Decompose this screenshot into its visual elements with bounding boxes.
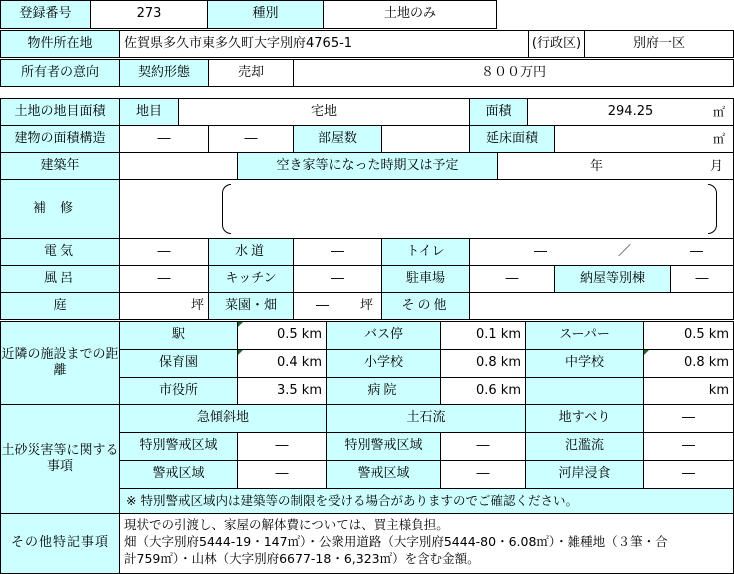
- open-bracket-icon: [222, 184, 231, 234]
- special-zone-value-1: ―: [237, 432, 327, 461]
- nearby-value-city-hall: 3.5 km: [237, 377, 327, 405]
- special-zone-label-1: 特別警戒区域: [119, 432, 238, 461]
- nearby-value-hospital: 0.6 km: [440, 377, 526, 405]
- price-value: ８００万円: [293, 59, 734, 87]
- land-area-label: 土地の地目面積: [0, 98, 120, 126]
- rooms-value: [381, 125, 470, 153]
- nearby-value-elementary: 0.8 km: [440, 349, 526, 378]
- type-label: 種別: [207, 0, 324, 29]
- warning-zone-value-1: ―: [237, 460, 327, 489]
- repair-value: [119, 179, 734, 239]
- special-zone-label-2: 特別警戒区域: [326, 432, 441, 461]
- land-area-size-cell: [527, 98, 734, 126]
- nearby-label-elementary: 小学校: [326, 349, 441, 378]
- comment-marker-icon: [644, 350, 649, 355]
- barn-value: ―: [670, 265, 734, 293]
- bath-value: ―: [119, 265, 209, 293]
- close-bracket-icon: [708, 184, 717, 234]
- repair-label: 補修: [0, 179, 120, 239]
- nearby-label-supermarket: スーパー: [525, 321, 644, 350]
- land-area-unit: ㎡: [712, 105, 725, 119]
- remarks-line-2: 畑（大字別府5444-19・147㎡）・公衆用道路（大字別府5444-80・6.08㎡）・雑種地（３筆・合: [124, 534, 668, 549]
- debris-flow-label: 土石流: [326, 404, 526, 433]
- comment-marker-icon: [238, 322, 243, 327]
- remarks-line-1: 現状での引渡し、家屋の解体費については、買主様負担。: [124, 517, 449, 532]
- parking-label: 駐車場: [381, 265, 470, 293]
- reg-no-value: 273: [90, 0, 208, 29]
- remarks-label: その他特記事項: [0, 513, 120, 574]
- building-struct-1: ―: [119, 125, 209, 153]
- kitchen-label: キッチン: [208, 265, 294, 293]
- nearby-label-hospital: 病院: [326, 377, 441, 405]
- field-value: ―: [316, 298, 329, 313]
- floor-area-cell: [554, 125, 734, 153]
- steep-slope-label: 急傾斜地: [119, 404, 327, 433]
- district-value: 別府一区: [584, 30, 734, 58]
- building-structure-label: 建物の面積構造: [0, 125, 120, 153]
- toilet-separator: ／: [618, 244, 632, 259]
- other-facility-label: その他: [381, 292, 470, 320]
- bath-label: 風呂: [0, 265, 120, 293]
- vacant-year-unit: 年: [590, 159, 604, 174]
- kitchen-value: ―: [293, 265, 382, 293]
- nearby-value-supermarket: 0.5 km: [643, 321, 734, 350]
- disaster-label-text: 土砂災害等に関する事項: [1, 442, 119, 474]
- barn-label: 納屋等別棟: [554, 265, 671, 293]
- flood-label: 氾濫流: [525, 432, 644, 461]
- contract-type-value: 売却: [208, 59, 294, 87]
- warning-zone-value-2: ―: [440, 460, 526, 489]
- vacant-date-value: [497, 152, 734, 180]
- field-unit: 坪: [359, 298, 373, 313]
- other-facility-value: [469, 292, 734, 320]
- comment-marker-icon: [238, 350, 243, 355]
- toilet-value-1: ―: [534, 244, 547, 259]
- rooms-label: 部屋数: [293, 125, 382, 153]
- building-struct-2: ―: [208, 125, 294, 153]
- nearby-value-nursery: 0.4 km: [237, 349, 327, 378]
- garden-unit: 坪: [190, 297, 204, 313]
- nearby-value-bus-stop: 0.1 km: [440, 321, 526, 350]
- nearby-value-extra: km: [643, 377, 734, 405]
- toilet-value-2: ―: [690, 244, 703, 259]
- land-category-label: 地目: [119, 98, 179, 126]
- district-label: (行政区): [528, 30, 585, 58]
- nearby-distance-label: [0, 321, 120, 405]
- remarks-text: [119, 513, 734, 574]
- erosion-label: 河岸浸食: [525, 460, 644, 489]
- water-label: 水道: [208, 238, 294, 266]
- nearby-label-nursery: 保育園: [119, 349, 238, 378]
- erosion-value: ―: [643, 460, 734, 489]
- toilet-label: トイレ: [381, 238, 470, 266]
- land-category-value: 宅地: [178, 98, 470, 126]
- special-zone-value-2: ―: [440, 432, 526, 461]
- vacant-month-unit: 月: [709, 159, 723, 174]
- floor-area-unit: ㎡: [712, 132, 725, 146]
- water-value: ―: [293, 238, 382, 266]
- type-value: 土地のみ: [323, 0, 497, 29]
- garden-label: 庭: [0, 292, 120, 320]
- built-year-value: [119, 152, 238, 180]
- disaster-label: [0, 404, 120, 514]
- nearby-label-city-hall: 市役所: [119, 377, 238, 405]
- warning-zone-label-2: 警戒区域: [326, 460, 441, 489]
- garden-value-cell: [119, 292, 209, 320]
- nearby-label-bus-stop: バス停: [326, 321, 441, 350]
- field-label: 菜園・畑: [208, 292, 294, 320]
- parking-value: ―: [469, 265, 555, 293]
- nearby-value-junior-high: 0.8 km: [643, 349, 734, 378]
- nearby-label-station: 駅: [119, 321, 238, 350]
- landslide-value: ―: [643, 404, 734, 433]
- flood-value: ―: [643, 432, 734, 461]
- built-year-label: 建築年: [0, 152, 120, 180]
- location-value: 佐賀県多久市東多久町大字別府4765-1: [119, 30, 529, 58]
- vacant-date-label: 空き家等になった時期又は予定: [237, 152, 498, 180]
- land-area-value: 294.25: [607, 103, 654, 119]
- location-label: 物件所在地: [0, 30, 120, 58]
- nearby-label-extra: [525, 377, 644, 405]
- owner-intent-label: 所有者の意向: [0, 59, 120, 87]
- disaster-notice: ※ 特別警戒区域内は建築等の制限を受ける場合がありますのでご確認ください。: [119, 488, 734, 514]
- nearby-distance-text: 近隣の施設までの距離: [1, 346, 119, 378]
- landslide-label: 地すべり: [525, 404, 644, 433]
- nearby-label-junior-high: 中学校: [525, 349, 644, 378]
- remarks-line-3: 計759㎡）・山林（大字別府6677-18・6,323㎡）を含む金額。: [124, 551, 480, 566]
- electric-value: ―: [119, 238, 209, 266]
- warning-zone-label-1: 警戒区域: [119, 460, 238, 489]
- reg-no-label: 登録番号: [0, 0, 91, 29]
- land-area-size-label: 面積: [469, 98, 528, 126]
- toilet-value-cell: [469, 238, 734, 266]
- field-value-cell: [293, 292, 382, 320]
- contract-type-label: 契約形態: [119, 59, 209, 87]
- floor-area-label: 延床面積: [469, 125, 555, 153]
- electric-label: 電気: [0, 238, 120, 266]
- nearby-value-station: 0.5 km: [237, 321, 327, 350]
